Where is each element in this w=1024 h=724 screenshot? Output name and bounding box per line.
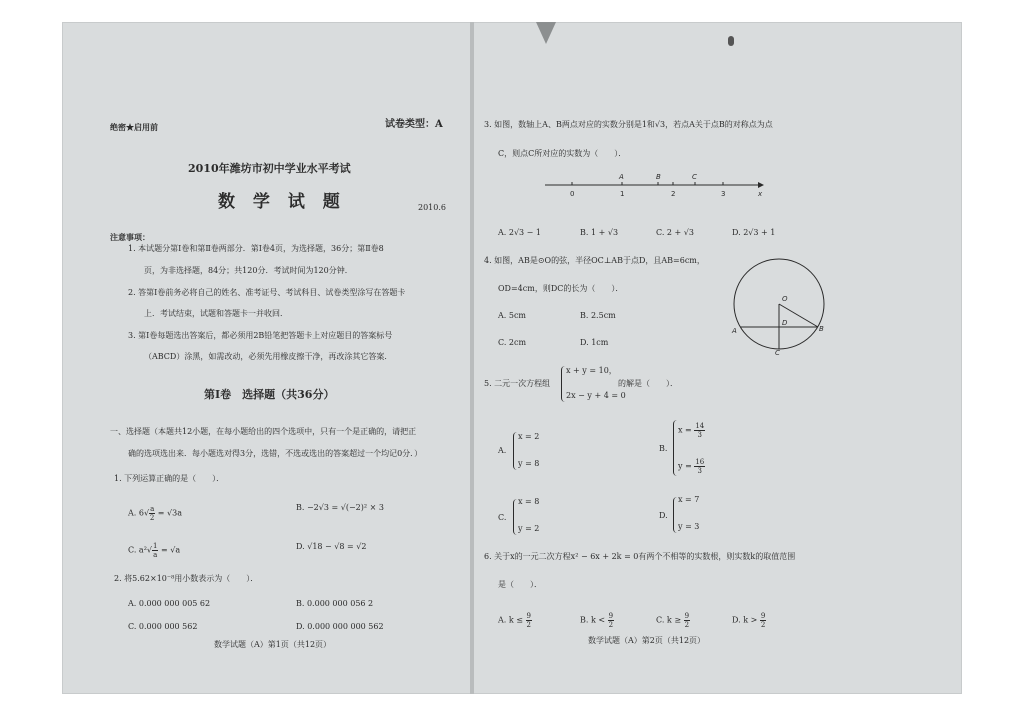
- note-3a: 3. 第Ⅰ卷每题选出答案后，都必须用2B铅笔把答题卡上对应题目的答案标号: [128, 331, 393, 340]
- paper-mark: [728, 36, 734, 46]
- q5-option-c-y: y = 2: [518, 524, 540, 533]
- question-6a: 6. 关于x的一元二次方程x² − 6x + 2k = 0有两个不相等的实数根，则实数k的取值范围: [484, 552, 796, 561]
- q3-option-c: C. 2 + √3: [656, 228, 694, 237]
- q6-option-c: C. k ≥ $\frac{9}{2}$: [656, 612, 690, 629]
- q5-option-c-x: x = 8: [518, 497, 540, 506]
- label-b: B: [819, 325, 824, 333]
- q5-equation-2: 2x − y + 4 = 0: [566, 391, 626, 400]
- note-2a: 2. 答第Ⅰ卷前务必将自己的姓名、准考证号、考试科目、试卷类型涂写在答题卡: [128, 288, 406, 297]
- subject-title: 数 学 试 题: [218, 192, 346, 212]
- question-4a: 4. 如图，AB是⊙O的弦，半径OC⊥AB于点D，且AB=6cm，: [484, 256, 705, 265]
- q1-option-c: C. a²√ $\frac{1}{a}$ = √a: [128, 542, 181, 559]
- q5-option-a-y: y = 8: [518, 459, 540, 468]
- note-3b: （ABCD）涂黑，如需改动，必须先用橡皮擦干净，再改涂其它答案．: [144, 352, 393, 361]
- q4-option-d: D. 1cm: [580, 338, 609, 347]
- question-3a: 3. 如图，数轴上A、B两点对应的实数分别是1和√3，若点A关于点B的对称点为点: [484, 120, 773, 129]
- q5-option-b-label: B.: [659, 444, 668, 453]
- tick-label-3: 3: [721, 190, 726, 198]
- q2-option-b: B. 0.000 000 056 2: [296, 599, 374, 608]
- circle-figure: [728, 255, 828, 355]
- point-b-label: B: [656, 173, 661, 181]
- q5-option-c-label: C.: [498, 513, 507, 522]
- point-a-label: A: [619, 173, 624, 181]
- question-5-prefix: 5. 二元一次方程组: [484, 379, 551, 388]
- q3-option-d: D. 2√3 + 1: [732, 228, 776, 237]
- paper-type: 试卷类型：A: [385, 119, 443, 130]
- q5-option-b-y: y = $\frac{16}{3}$: [678, 458, 705, 475]
- q2-option-a: A. 0.000 000 005 62: [128, 599, 211, 608]
- part1-intro-a: 一、选择题（本题共12小题，在每小题给出的四个选项中，只有一个是正确的，请把正: [110, 427, 417, 436]
- exam-title: 2010年潍坊市初中学业水平考试: [188, 162, 351, 175]
- page-2-footer: 数学试题（A）第2页（共12页）: [588, 636, 706, 645]
- question-5-suffix: 的解是（ ）．: [618, 379, 678, 388]
- q6-option-a: A. k ≤ $\frac{9}{2}$: [498, 612, 531, 629]
- label-o: O: [782, 295, 788, 303]
- paper-notch: [536, 22, 556, 44]
- tick-label-0: 0: [570, 190, 575, 198]
- label-d: D: [782, 319, 788, 327]
- q1-option-b: B. −2√3 = √(−2)² × 3: [296, 503, 384, 512]
- number-line-figure: [540, 170, 770, 200]
- exam-date: 2010.6: [418, 203, 446, 212]
- note-1a: 1. 本试题分第Ⅰ卷和第Ⅱ卷两部分．第Ⅰ卷4页，为选择题，36分；第Ⅱ卷8: [128, 244, 384, 253]
- q6-option-b: B. k < $\frac{9}{2}$: [580, 612, 614, 629]
- q3-option-a: A. 2√3 − 1: [498, 228, 542, 237]
- note-1b: 页，为非选择题，84分；共120分．考试时间为120分钟．: [144, 266, 353, 275]
- number-line-arrow: [758, 182, 764, 188]
- q5-option-b-x: x = $\frac{14}{3}$: [678, 422, 705, 439]
- q5-option-a-label: A.: [498, 446, 507, 455]
- question-2: 2. 将5.62×10⁻⁸用小数表示为（ ）．: [114, 574, 259, 583]
- q2-option-d: D. 0.000 000 000 562: [296, 622, 384, 631]
- secret-label: 绝密★启用前: [110, 122, 158, 132]
- label-a: A: [732, 327, 737, 335]
- q1-option-d: D. √18 − √8 = √2: [296, 542, 367, 551]
- question-6b: 是（ ）．: [498, 580, 542, 589]
- q4-option-a: A. 5cm: [498, 311, 527, 320]
- q4-option-b: B. 2.5cm: [580, 311, 616, 320]
- q5-option-a-x: x = 2: [518, 432, 540, 441]
- question-4b: OD=4cm，则DC的长为（ ）．: [498, 284, 624, 293]
- tick-label-1: 1: [620, 190, 625, 198]
- q2-option-c: C. 0.000 000 562: [128, 622, 198, 631]
- q3-option-b: B. 1 + √3: [580, 228, 619, 237]
- page-1-footer: 数学试题（A）第1页（共12页）: [214, 640, 332, 649]
- q5-option-d-y: y = 3: [678, 522, 700, 531]
- point-c-label: C: [692, 173, 697, 181]
- tick-label-2: 2: [671, 190, 676, 198]
- label-c: C: [775, 349, 780, 355]
- page-fold: [470, 22, 474, 694]
- axis-x-label: x: [758, 190, 763, 198]
- q4-option-c: C. 2cm: [498, 338, 527, 347]
- q5-option-d-label: D.: [659, 511, 668, 520]
- q6-option-d: D. k > $\frac{9}{2}$: [732, 612, 766, 629]
- q5-equation-1: x + y = 10，: [566, 366, 617, 375]
- q1-option-a: A. 6√ $\frac{a}{2}$ = √3a: [128, 505, 182, 522]
- part1-intro-b: 确的选项选出来．每小题选对得3分，选错，不选或选出的答案超过一个均记0分．）: [128, 449, 423, 458]
- section-title: 第Ⅰ卷 选择题（共36分）: [204, 388, 335, 401]
- notes-title: 注意事项：: [110, 232, 150, 242]
- q5-option-d-x: x = 7: [678, 495, 700, 504]
- question-1: 1. 下列运算正确的是（ ）．: [114, 474, 225, 483]
- question-3b: C，则点C所对应的实数为（ ）．: [498, 149, 627, 158]
- note-2b: 上．考试结束，试题和答题卡一并收回．: [144, 309, 288, 318]
